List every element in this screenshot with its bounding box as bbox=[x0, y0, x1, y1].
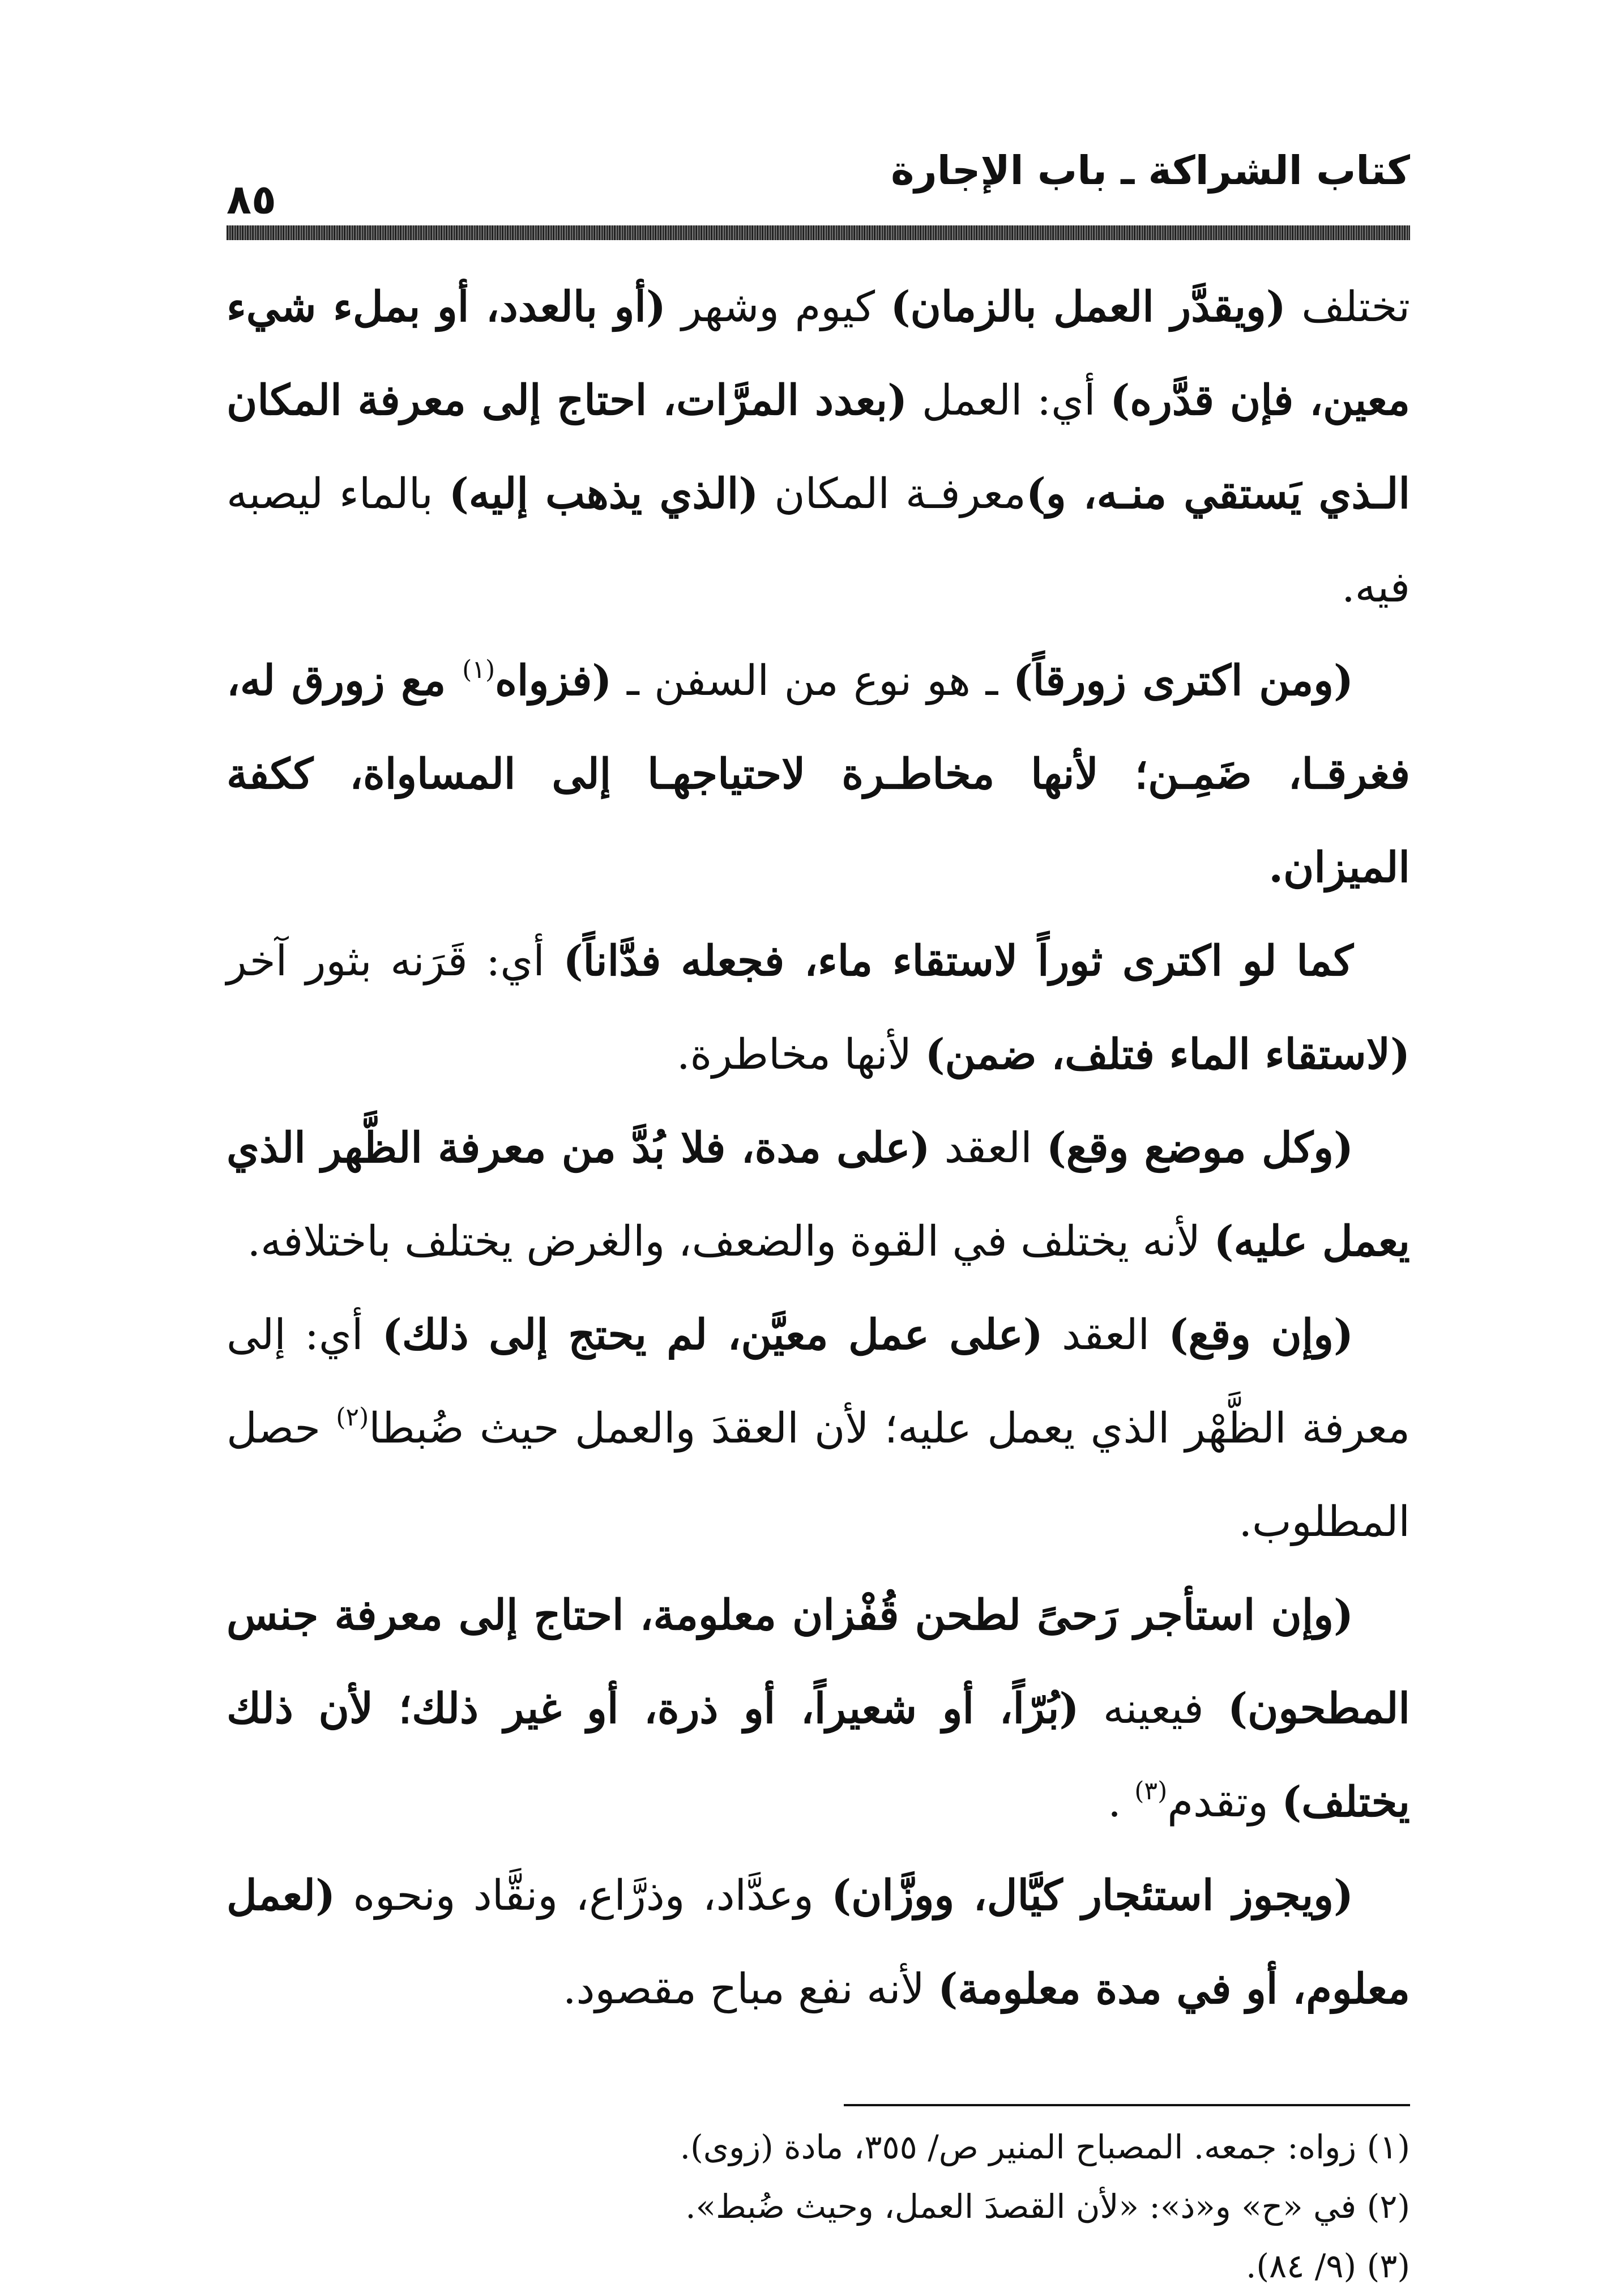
text-segment: (فزواه bbox=[495, 656, 612, 705]
text-segment: (الذي يذهب إليه) bbox=[449, 470, 759, 518]
footnote-3: (٣) (٩/ ٨٤). bbox=[1245, 2247, 1410, 2285]
paragraph bbox=[227, 1849, 1410, 2036]
text-segment: (ويجوز استئجار كيَّال، ووزَّان) bbox=[831, 1871, 1354, 1920]
paragraph bbox=[227, 1288, 1410, 1569]
text-segment: (ويقدَّر العمل بالزمان) bbox=[890, 283, 1286, 331]
footnote-marker: (١) bbox=[462, 655, 496, 684]
text-segment: وعدَّاد، وذرَّاع، ونقَّاد ونحوه bbox=[335, 1871, 832, 1920]
text-segment: . bbox=[1108, 1778, 1135, 1826]
text-segment: (وكل موضع وقع) bbox=[1046, 1124, 1354, 1172]
text-segment: حصل المطلوب. bbox=[227, 1404, 1410, 1546]
paragraph bbox=[227, 261, 1410, 634]
text-segment: (لاستقاء الماء فتلف، ضمن) bbox=[925, 1030, 1410, 1079]
footnotes bbox=[227, 2118, 1410, 2296]
paragraph bbox=[227, 1569, 1410, 1849]
footnote-marker: (٢) bbox=[336, 1403, 369, 1432]
text-segment: (على مدة، فلا بُدَّ من معرفة الظَّهر الذي يعمل عليه) bbox=[227, 1124, 1410, 1266]
text-segment: (لعمل معلوم، أو في مدة معلومة) bbox=[227, 1871, 1410, 2013]
footnote-marker: (٣) bbox=[1134, 1777, 1168, 1806]
text-segment: أي: قَرَنه بثور آخر bbox=[227, 937, 563, 985]
text-segment: لأنه نفع مباح مقصود. bbox=[562, 1965, 938, 2013]
main-text bbox=[227, 261, 1410, 2036]
text-segment: العقد bbox=[930, 1124, 1047, 1172]
text-segment: كيوم وشهر bbox=[665, 283, 891, 331]
text-segment: (على عمل معيَّن، لم يحتج إلى ذلك) bbox=[382, 1311, 1043, 1359]
text-segment: لأنه يختلف في القوة والضعف، والغرض يختلف باختلافه. bbox=[247, 1217, 1214, 1266]
text-segment: لأنها مخاطرة. bbox=[677, 1030, 925, 1079]
text-segment: ـ هو نوع من السفن ـ bbox=[612, 656, 1013, 705]
text-segment: معرفـة المكان bbox=[758, 470, 1026, 518]
text-segment: تختلف bbox=[1285, 283, 1410, 331]
text-segment: (وإن استأجر رَحىً لطحن قُفْزان معلومة، احتاج إلى معرفة جنس المطحون) bbox=[227, 1591, 1410, 1733]
text-segment: (ومن اكترى زورقاً) bbox=[1013, 656, 1353, 705]
text-segment: وتقدم bbox=[1167, 1778, 1282, 1826]
text-segment: كما لو اكترى ثوراً لاستقاء ماء، فجعله فدَّاناً) bbox=[563, 937, 1353, 985]
footnote-2: (٢) في «ح» و«ذ»: «لأن القصدَ العمل، وحيث ضُبط». bbox=[685, 2187, 1410, 2226]
paragraph bbox=[227, 634, 1410, 915]
text-segment: بالماء ليصبه فيه. bbox=[227, 470, 1410, 612]
footnote-1: (١) زواه: جمعه. المصباح المنير ص/ ٣٥٥، مادة (زوى). bbox=[680, 2128, 1410, 2166]
text-segment: (بُرّاً، أو شعيراً، أو ذرة، أو غير ذلك؛ لأن ذلك يختلف) bbox=[227, 1684, 1410, 1826]
page-number: ٨٥ bbox=[227, 176, 276, 223]
text-segment: العقد bbox=[1043, 1311, 1169, 1359]
footnote-rule bbox=[844, 2104, 1410, 2106]
text-segment: أي: إلى معرفة الظَّهْر الذي يعمل عليه؛ لأن العقدَ والعمل حيث ضُبطا bbox=[227, 1311, 1411, 1453]
text-segment: (أو بالعدد، أو بملء شيء معين، فإن قدَّره) bbox=[227, 283, 1410, 425]
paragraph bbox=[227, 1102, 1410, 1288]
page-header bbox=[227, 142, 1410, 227]
book-page bbox=[227, 142, 1411, 2285]
text-segment: لأنها مخاطـرة لاحتياجهـا إلى المساواة، ككفة الميزان. bbox=[227, 750, 1410, 892]
text-segment: (بعدد المرَّات، احتاج إلى معرفة المكان الـذي يَستقي منـه، و) bbox=[227, 376, 1410, 518]
text-segment: فيعينه bbox=[1079, 1684, 1228, 1733]
header-rule bbox=[227, 225, 1410, 240]
paragraph bbox=[227, 915, 1410, 1102]
text-segment: مع زورق له، فغرقـا، ضَمِـن؛ bbox=[227, 656, 1410, 799]
running-title: كتاب الشراكة ـ باب الإجارة bbox=[891, 147, 1410, 194]
text-segment: أي: العمل bbox=[907, 376, 1111, 425]
text-segment: (وإن وقع) bbox=[1168, 1311, 1354, 1359]
